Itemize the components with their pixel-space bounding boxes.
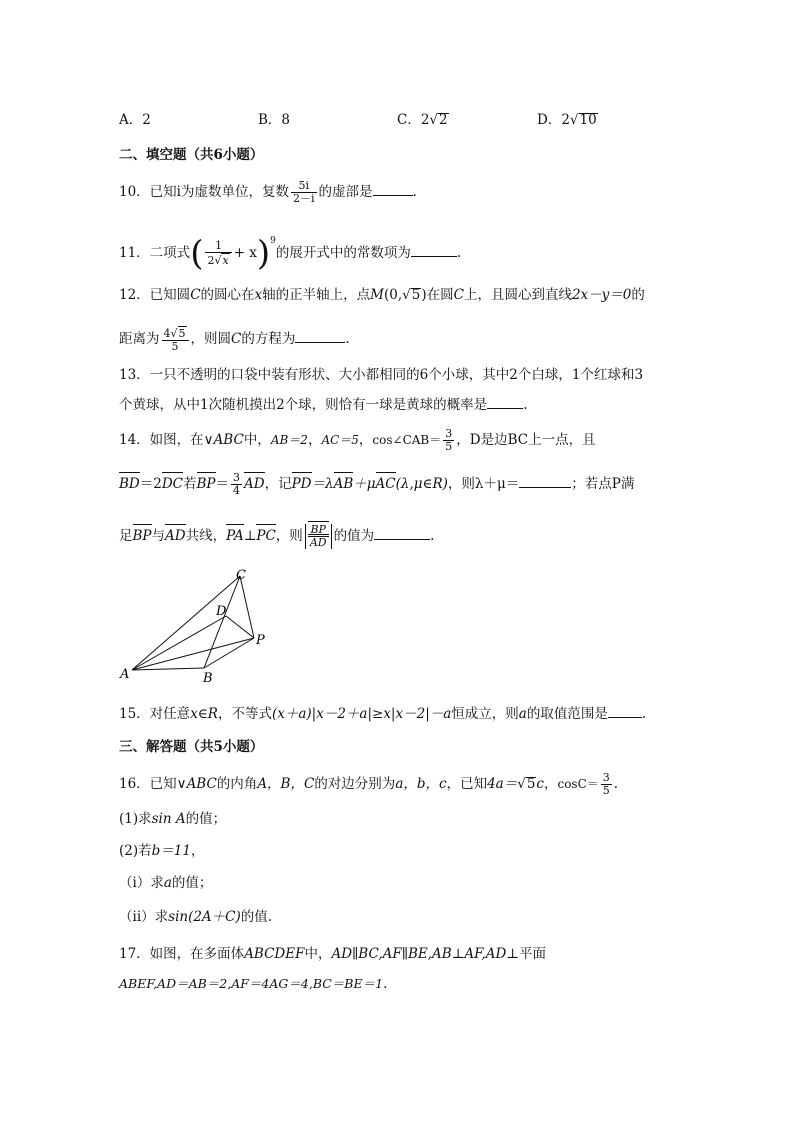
q16-cos: cosC＝ xyxy=(557,777,599,791)
q14-frac-den: 4 xyxy=(233,484,241,497)
q11-plus-x: + x xyxy=(233,245,257,261)
answer-blank[interactable] xyxy=(608,703,642,718)
q14-text: 14．如图，在∨ xyxy=(119,432,214,448)
q12-text: 12．已知圆 xyxy=(119,287,191,303)
vector-bp: BP xyxy=(196,476,216,492)
q12-line-equation: 2x－y＝0 xyxy=(571,287,632,303)
q16-b-eq: b＝11 xyxy=(151,843,191,859)
vector-ad: AD xyxy=(244,476,265,492)
geometry-figure xyxy=(112,566,282,686)
q10-fraction xyxy=(291,180,317,205)
q16-eq-c: c xyxy=(536,776,544,792)
q16-text: 的值； xyxy=(185,811,227,827)
vector-bd: BD xyxy=(119,476,140,492)
q16-sides: a，b，c xyxy=(395,776,447,792)
vector-pd: PD xyxy=(291,476,312,492)
q13-text: 个黄球，从中1次随机摸出2个球，则恰有一球是黄球的概率是 xyxy=(119,397,488,413)
segment-ab xyxy=(132,668,204,670)
vector-pc: PC xyxy=(256,528,276,544)
q11-denominator: 2√x xyxy=(207,254,229,267)
q12-text: 的方程为 xyxy=(241,331,296,347)
q12-fraction xyxy=(162,326,189,353)
q14-frac-num: 3 xyxy=(233,471,241,484)
q16-sin-expr: sin(2A＋C) xyxy=(168,909,241,925)
perp-symbol: ⊥ xyxy=(243,528,257,544)
comma: ， xyxy=(543,776,558,792)
q11-text-post: 的展开式中的常数项为 xyxy=(275,245,411,261)
q16-angles: A，B，C xyxy=(257,776,315,792)
q11-exponent: 9 xyxy=(270,236,276,246)
q17-conditions: AD∥BC,AF∥BE,AB⊥AF,AD⊥ xyxy=(331,946,519,962)
q12-text: ，则圆 xyxy=(190,331,232,347)
q15-end: . xyxy=(641,706,647,722)
sqrt-sign: √ xyxy=(429,112,439,128)
label-c: C xyxy=(236,568,246,583)
q16-text: 的内角 xyxy=(216,776,258,792)
option-d-radicand: 10 xyxy=(579,112,597,128)
figure-lines xyxy=(132,576,254,670)
option-b[interactable]: B．8 xyxy=(258,112,291,128)
q14-ratio xyxy=(305,524,332,549)
q15-a-var: a xyxy=(518,706,527,722)
option-c[interactable] xyxy=(397,108,449,128)
q12-text: 距离为 xyxy=(119,331,160,347)
question-17-line-2 xyxy=(119,975,387,993)
question-15 xyxy=(119,703,646,723)
q12-numerator: 4√5 xyxy=(162,326,189,341)
q15-text: 15．对任意 xyxy=(119,706,191,722)
q12-circle-name: C xyxy=(453,287,464,303)
q11-den-radicand: x xyxy=(222,254,229,267)
answer-blank[interactable] xyxy=(519,473,571,488)
q14-text: 足 xyxy=(119,528,133,544)
q11-numerator: 1 xyxy=(205,240,231,253)
q12-point-m: M xyxy=(370,287,384,303)
q16-text: 的值； xyxy=(171,875,213,891)
q12-num-radicand: 5 xyxy=(178,327,186,340)
question-16-line-1: 16．已知∨ABC的内角A，B，C的对边分别为a，b，c，已知4a＝√5c，cosC＝ $\frac{3}{5}$ . xyxy=(119,771,619,797)
q16-eq-lhs: 4a＝ xyxy=(487,776,518,792)
q14-cos-fraction xyxy=(443,428,454,453)
section-title-solutions: 三、解答题（共5小题） xyxy=(119,739,264,755)
q17-conditions-2: ABEF,AD＝AB＝2,AF＝4AG＝4,BC＝BE＝1 xyxy=(119,976,384,991)
option-a[interactable]: A．2 xyxy=(119,112,151,128)
q16-eq-radicand: 5 xyxy=(526,776,536,792)
q14-condition: (λ,μ∈R) xyxy=(395,476,448,492)
q16-text: 的值. xyxy=(240,909,273,925)
comma: ， xyxy=(307,432,322,448)
segment-bc xyxy=(204,576,240,668)
q12-num-coef: 4 xyxy=(163,327,171,340)
q15-text: ，不等式 xyxy=(217,706,272,722)
q14-text: 共线， xyxy=(185,528,227,544)
segment-ad xyxy=(132,616,226,670)
q16-text: (2)若 xyxy=(119,843,152,859)
q12-text: 上，且圆心到直线 xyxy=(463,287,572,303)
q13-end: . xyxy=(523,397,528,413)
q10-text: 10．已知i为虚数单位，复数 xyxy=(119,184,289,200)
q15-inequality: (x＋a)|x－2＋a|≥x|x－2|－a xyxy=(271,706,452,722)
q14-eq: ＝2 xyxy=(139,476,162,492)
sqrt-sign: √ xyxy=(569,112,579,128)
question-16-part-1 xyxy=(119,810,226,828)
question-16-part-2ii xyxy=(119,908,272,926)
q14-cos: cos∠CAB＝ xyxy=(372,433,442,447)
q17-text: 中， xyxy=(304,946,332,962)
q17-text: 平面 xyxy=(518,946,546,962)
q11-fraction xyxy=(205,240,231,267)
right-paren: ) xyxy=(256,233,271,274)
answer-blank[interactable] xyxy=(487,394,523,409)
option-c-radicand: 2 xyxy=(439,112,448,128)
comma: ， xyxy=(358,432,373,448)
q14-text: ；若点P满 xyxy=(571,476,635,492)
q16-text: （ii）求 xyxy=(119,909,169,925)
q12-coord-open: (0, xyxy=(383,287,403,303)
q16-text: 16．已知∨ xyxy=(119,776,187,792)
vector-pa: PA xyxy=(226,528,244,544)
vector-dc: DC xyxy=(161,476,183,492)
q16-sina: sin A xyxy=(151,811,186,827)
vector-ac: AC xyxy=(375,476,396,492)
segment-bp xyxy=(204,638,254,668)
q12-denominator: 5 xyxy=(171,340,179,353)
q12-circle-name: C xyxy=(190,287,201,303)
q12-x-var: x xyxy=(254,287,263,303)
q16-triangle: ABC xyxy=(186,776,217,792)
q15-condition: x∈R xyxy=(190,706,218,722)
q14-cos-den: 5 xyxy=(445,440,453,453)
q14-text: 与 xyxy=(151,528,166,544)
left-paren: ( xyxy=(190,233,204,274)
question-16-part-2i xyxy=(119,874,212,892)
q10-text-post: 的虚部是 xyxy=(318,184,373,200)
q14-text: ，记 xyxy=(264,476,292,492)
label-d: D xyxy=(216,604,227,619)
q14-ratio-num: BP xyxy=(308,524,329,537)
q16-cos-fraction xyxy=(601,772,612,797)
label-b: B xyxy=(203,671,213,686)
answer-blank[interactable] xyxy=(374,525,430,540)
vector-ad: AD xyxy=(165,528,186,544)
question-14-line-3 xyxy=(119,524,434,549)
q16-text: (1)求 xyxy=(119,811,152,827)
q16-cos-den: 5 xyxy=(602,784,610,797)
q14-eq: ＝λ xyxy=(311,476,334,492)
q10-denominator: 2－i xyxy=(293,192,315,205)
q12-end: . xyxy=(345,331,350,347)
q14-ab-eq: AB＝2 xyxy=(270,433,308,447)
q14-ac-eq: AC＝5 xyxy=(321,433,359,447)
q14-plus: ＋μ xyxy=(353,476,376,492)
q12-text: 的 xyxy=(631,287,645,303)
q16-cos-num: 3 xyxy=(602,771,610,784)
answer-blank[interactable] xyxy=(373,181,413,196)
label-a: A xyxy=(120,667,130,682)
q12-coord-radicand: 5 xyxy=(411,287,421,303)
vector-ab: AB xyxy=(333,476,354,492)
q14-triangle: ABC xyxy=(213,432,244,448)
q14-text: ，D是边BC上一点，且 xyxy=(456,432,596,448)
q12-circle-name: C xyxy=(231,331,242,347)
question-13-line-2 xyxy=(119,394,527,414)
section-title-fill-in: 二、填空题（共6小题） xyxy=(119,147,264,163)
q17-text: 17．如图，在多面体 xyxy=(119,946,245,962)
q15-text: 恒成立，则 xyxy=(451,706,519,722)
q16-end: . xyxy=(613,776,619,792)
q11-end: . xyxy=(456,245,462,261)
answer-blank[interactable] xyxy=(411,242,457,257)
question-11 xyxy=(119,232,462,274)
q14-text: ，则 xyxy=(275,528,303,544)
q15-text: 的取值范围是 xyxy=(526,706,608,722)
question-12-line-2 xyxy=(119,326,350,353)
q12-text: 在圆 xyxy=(426,287,454,303)
q14-ratio-den: AD xyxy=(309,536,327,549)
answer-blank[interactable] xyxy=(295,328,345,343)
q10-numerator: 5i xyxy=(291,180,317,193)
question-13-line-1: 13．一只不透明的口袋中装有形状、大小都相同的6个小球，其中2个白球，1个红球和3 xyxy=(119,367,644,383)
q14-end: . xyxy=(430,528,435,544)
question-10 xyxy=(119,180,417,205)
q11-text: 11．二项式 xyxy=(119,245,191,261)
q17-end: . xyxy=(383,976,388,992)
q16-text: （i）求 xyxy=(119,875,164,891)
q14-eq: ＝ xyxy=(215,476,230,492)
option-c-prefix: C．2 xyxy=(397,112,430,128)
q14-cos-num: 3 xyxy=(445,427,453,440)
q16-text: ，已知 xyxy=(446,776,488,792)
option-d-prefix: D．2 xyxy=(537,112,570,128)
q12-text: 轴的正半轴上，点 xyxy=(262,287,371,303)
question-14-line-1 xyxy=(119,428,596,453)
q12-text: 的圆心在 xyxy=(200,287,255,303)
question-14-line-2 xyxy=(119,472,634,497)
q16-text: ， xyxy=(190,843,205,859)
q17-solid-name: ABCDEF xyxy=(244,946,305,962)
q14-text: 的值为 xyxy=(333,528,375,544)
q14-text: 若 xyxy=(183,476,197,492)
q12-coord-close: ) xyxy=(421,287,427,303)
q14-fraction xyxy=(231,472,242,497)
question-16-part-2 xyxy=(119,842,204,860)
label-p: P xyxy=(256,633,265,648)
q16-text: 的对边分别为 xyxy=(314,776,396,792)
question-12-line-1: 12．已知圆C的圆心在x轴的正半轴上，点M(0,√5)在圆C上，且圆心到直线2x－y＝0的 xyxy=(119,287,645,303)
question-17-line-1 xyxy=(119,945,546,963)
q10-end: . xyxy=(412,184,417,200)
q16-a-var: a xyxy=(163,875,172,891)
q14-text: ，则λ＋μ＝ xyxy=(447,476,520,492)
q11-den-coef: 2 xyxy=(207,254,215,267)
q14-text: 中， xyxy=(243,432,271,448)
vector-bp: BP xyxy=(132,528,152,544)
option-d[interactable] xyxy=(537,108,598,128)
